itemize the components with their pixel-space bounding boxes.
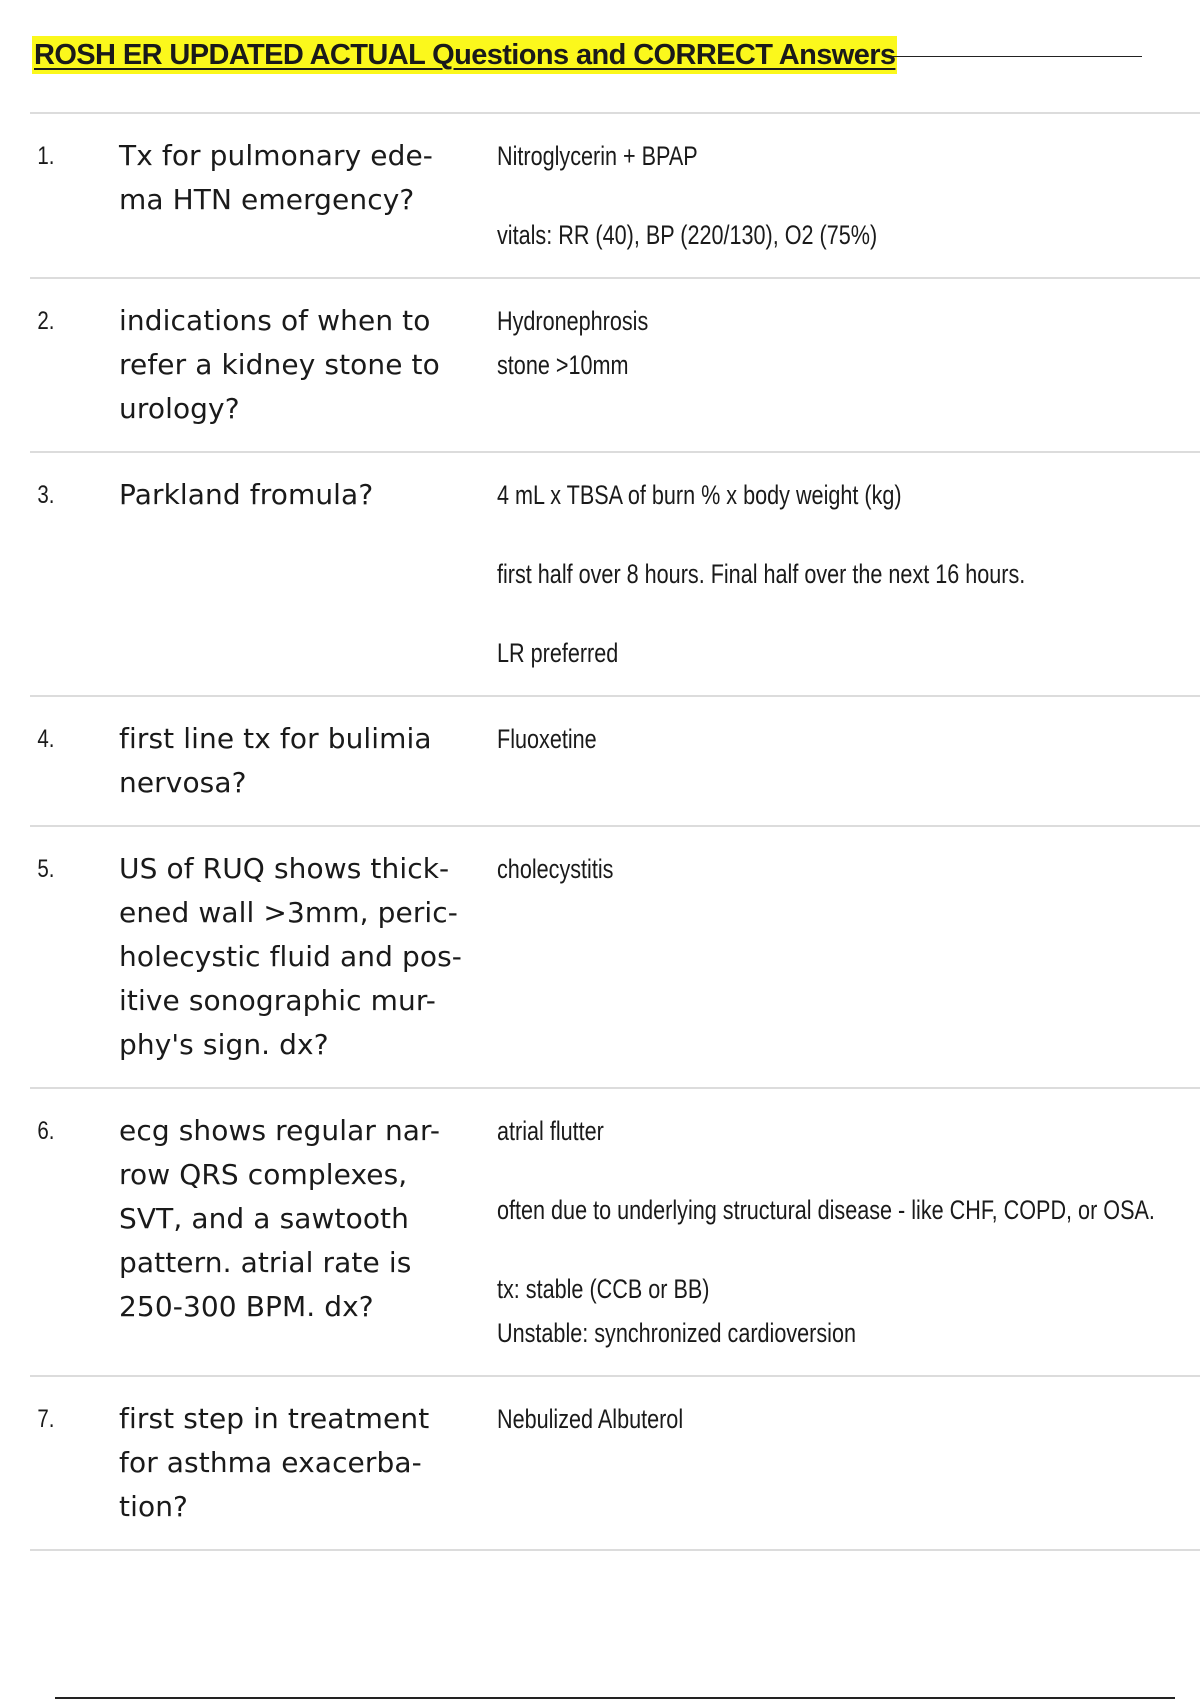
answer-line: Nitroglycerin + BPAP: [497, 141, 698, 171]
question-text: ecg shows regular nar- row QRS complexes, SVT, and a sawtooth pattern. atrial rate is 250-300 BPM. dx?: [119, 1114, 441, 1323]
answer-line: Unstable: synchronized cardioversion: [497, 1318, 856, 1348]
answer-text: [489, 473, 1200, 675]
question-text: first step in treatment for asthma exacerba- tion?: [119, 1402, 430, 1523]
question-number: 3.: [37, 481, 55, 509]
qa-row: [30, 1089, 1200, 1377]
qa-row: [30, 114, 1200, 279]
question-text: indications of when to refer a kidney stone to urology?: [119, 304, 440, 425]
answer-line: cholecystitis: [497, 854, 614, 884]
qa-table: [30, 112, 1200, 1551]
title-rule: [892, 56, 1142, 57]
question-number: 4.: [37, 725, 55, 753]
question-number: 6.: [37, 1117, 55, 1145]
qa-row: [30, 453, 1200, 697]
answer-line: stone >10mm: [497, 350, 629, 380]
question-number: 7.: [37, 1405, 55, 1433]
answer-line: LR preferred: [497, 638, 619, 668]
qa-row: [30, 827, 1200, 1089]
answer-line: first half over 8 hours. Final half over the next 16 hours.: [497, 559, 1026, 589]
answer-text: [489, 717, 1200, 805]
answer-gap: [497, 1153, 1200, 1188]
page-header: [32, 36, 1142, 76]
answer-line: atrial flutter: [497, 1116, 604, 1146]
page-title: ROSH ER UPDATED ACTUAL Questions and CORRECT Answers: [32, 36, 897, 74]
question-text: Parkland fromula?: [119, 478, 374, 511]
answer-text: [489, 134, 1200, 257]
answer-line: Nebulized Albuterol: [497, 1404, 684, 1434]
answer-gap: [497, 596, 1200, 631]
answer-line: Fluoxetine: [497, 724, 597, 754]
answer-line: Hydronephrosis: [497, 306, 649, 336]
qa-row: [30, 697, 1200, 827]
answer-text: [489, 1109, 1200, 1355]
answer-gap: [497, 517, 1200, 552]
answer-line: tx: stable (CCB or BB): [497, 1274, 710, 1304]
answer-gap: [497, 178, 1200, 213]
answer-line: vitals: RR (40), BP (220/130), O2 (75%): [497, 220, 878, 250]
answer-text: [489, 299, 1200, 431]
question-text: Tx for pulmonary ede- ma HTN emergency?: [119, 139, 433, 216]
footer-rule: [55, 1697, 1175, 1699]
question-number: 5.: [37, 855, 55, 883]
answer-text: [489, 847, 1200, 1067]
question-text: first line tx for bulimia nervosa?: [119, 722, 432, 799]
answer-gap: [497, 1232, 1200, 1267]
question-number: 2.: [37, 307, 55, 335]
question-number: 1.: [37, 142, 55, 170]
question-text: US of RUQ shows thick- ened wall >3mm, peric- holecystic fluid and pos- itive sonographic mur- phy's sign. dx?: [119, 852, 462, 1061]
answer-line: often due to underlying structural disease - like CHF, COPD, or OSA.: [497, 1195, 1155, 1225]
answer-text: [489, 1397, 1200, 1529]
qa-row: [30, 279, 1200, 453]
answer-line: 4 mL x TBSA of burn % x body weight (kg): [497, 480, 902, 510]
qa-row: [30, 1377, 1200, 1551]
